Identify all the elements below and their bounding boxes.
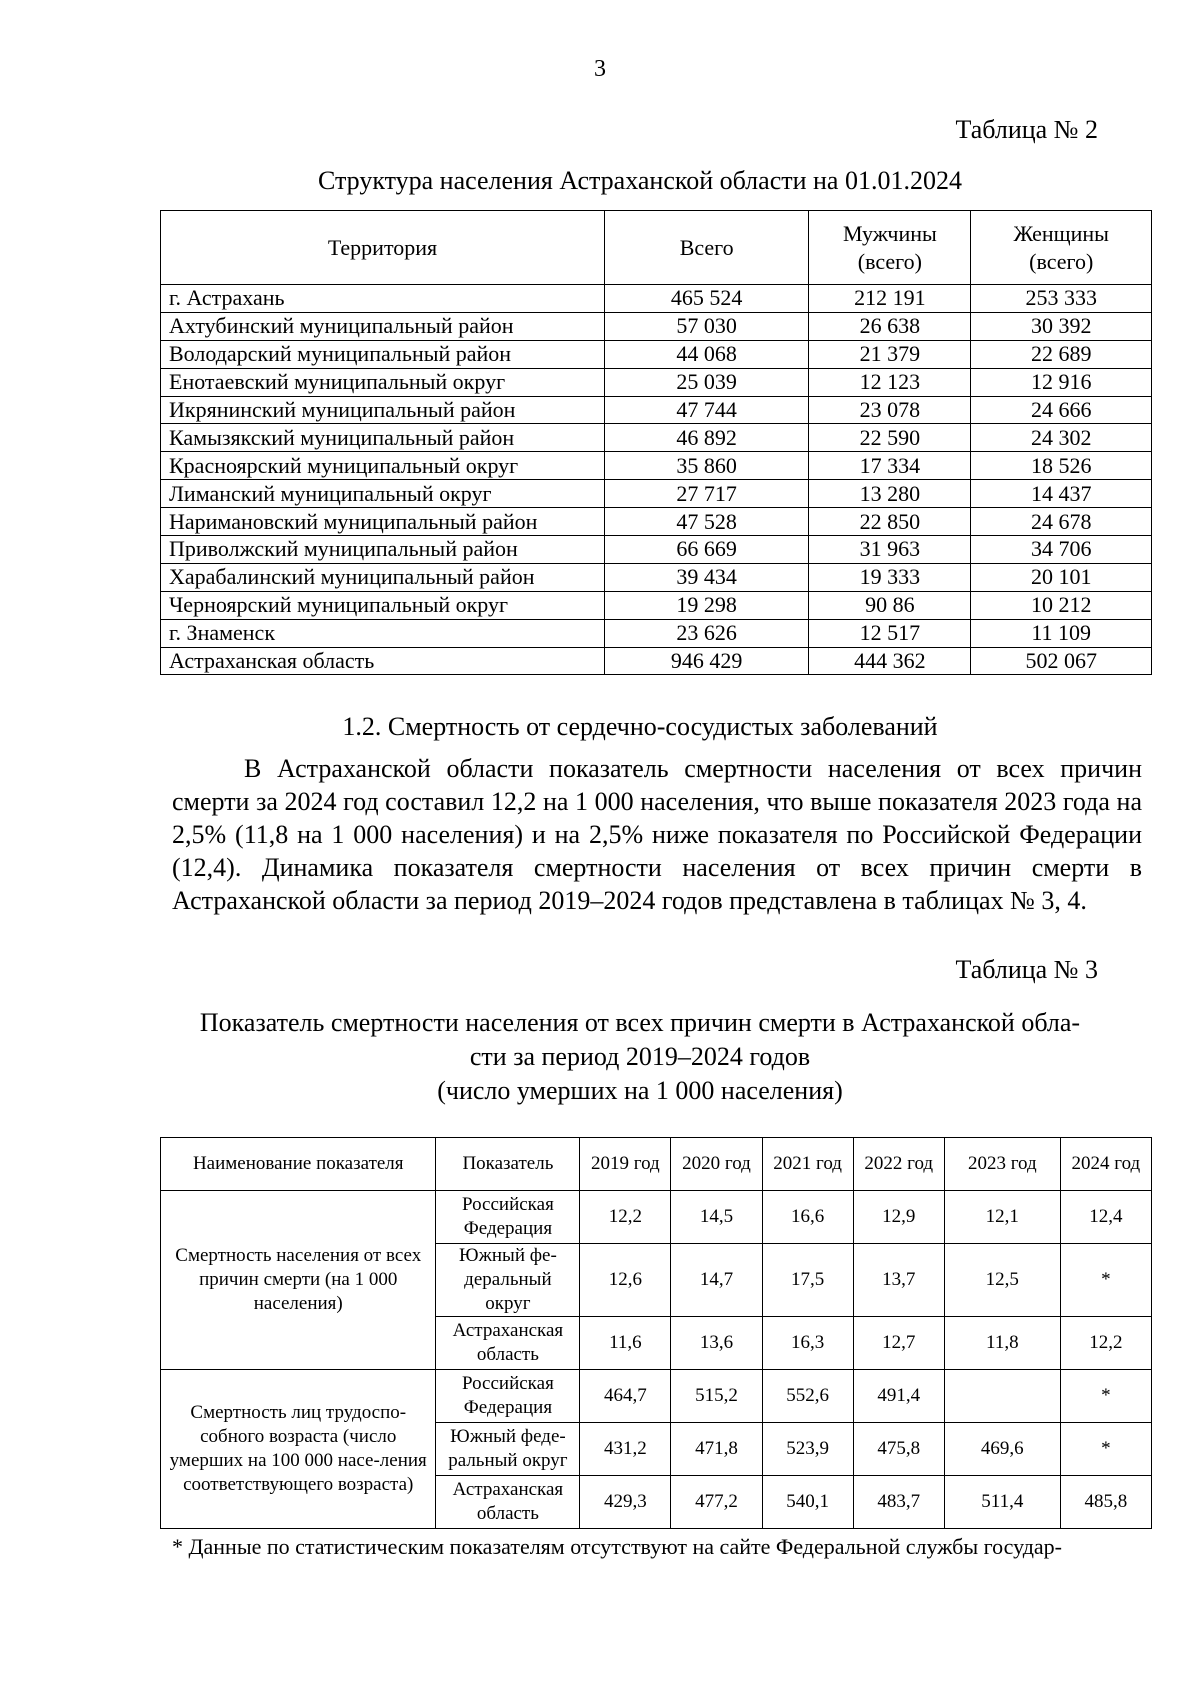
territory-cell: Икрянинский муниципальный район	[161, 396, 605, 424]
territory-cell: Володарский муниципальный район	[161, 340, 605, 368]
header-year: 2022 год	[853, 1138, 944, 1191]
indicator-cell: Астраханская область	[436, 1476, 580, 1529]
table-row	[161, 480, 1152, 508]
value-cell: 12,5	[944, 1244, 1060, 1317]
value-cell: 16,6	[762, 1191, 853, 1244]
value-cell: *	[1060, 1370, 1151, 1423]
total-cell: 44 068	[605, 340, 809, 368]
table-row	[161, 312, 1152, 340]
body-paragraph: В Астраханской области показатель смертности населения от всех причин смерти за 2024 год составил 12,2 на 1 000 населения, что выше показателя 2023 года на 2,5% (11,8 на 1 000 населения) и на 2,5% ниже показателя по Российской Федерации (12,4). Динамика показателя смертности населения от всех причин смерти в Астраханской области за период 2019–2024 годов представлена в таблицах № 3, 4.	[172, 754, 1142, 915]
women-cell: 502 067	[971, 647, 1152, 675]
indicator-cell: Российская Федерация	[436, 1191, 580, 1244]
table3-title-line: Показатель смертности населения от всех причин смерти в Астраханской обла-	[199, 1008, 1081, 1037]
header-year: 2023 год	[944, 1138, 1060, 1191]
value-cell: 471,8	[671, 1423, 762, 1476]
table-row	[161, 1370, 1152, 1423]
value-cell: 13,6	[671, 1317, 762, 1370]
header-territory: Территория	[161, 211, 605, 285]
value-cell: 14,5	[671, 1191, 762, 1244]
value-cell: 12,2	[1060, 1317, 1151, 1370]
men-cell: 19 333	[809, 563, 971, 591]
value-cell: 12,7	[853, 1317, 944, 1370]
value-cell: 12,4	[1060, 1191, 1151, 1244]
table-row	[161, 396, 1152, 424]
value-cell: 12,1	[944, 1191, 1060, 1244]
territory-cell: Харабалинский муниципальный район	[161, 563, 605, 591]
territory-cell: Астраханская область	[161, 647, 605, 675]
men-cell: 12 123	[809, 368, 971, 396]
footnote: * Данные по статистическим показателям отсутствуют на сайте Федеральной службы государ-	[172, 1534, 1063, 1559]
territory-cell: Приволжский муниципальный район	[161, 536, 605, 564]
total-cell: 23 626	[605, 619, 809, 647]
men-cell: 26 638	[809, 312, 971, 340]
territory-cell: Красноярский муниципальный округ	[161, 452, 605, 480]
value-cell: 12,9	[853, 1191, 944, 1244]
territory-cell: г. Астрахань	[161, 285, 605, 313]
women-cell: 14 437	[971, 480, 1152, 508]
value-cell: 477,2	[671, 1476, 762, 1529]
value-cell: 515,2	[671, 1370, 762, 1423]
table-row	[161, 424, 1152, 452]
territory-cell: Ахтубинский муниципальный район	[161, 312, 605, 340]
total-cell: 46 892	[605, 424, 809, 452]
men-cell: 22 590	[809, 424, 971, 452]
table-row	[161, 285, 1152, 313]
table-header-row	[161, 1138, 1152, 1191]
table-row	[161, 619, 1152, 647]
table-row	[161, 508, 1152, 536]
value-cell: 12,2	[580, 1191, 671, 1244]
table2-label: Таблица № 2	[955, 115, 1098, 144]
mortality-table	[160, 1137, 1152, 1529]
men-cell: 21 379	[809, 340, 971, 368]
value-cell: *	[1060, 1423, 1151, 1476]
value-cell: *	[1060, 1244, 1151, 1317]
territory-cell: г. Знаменск	[161, 619, 605, 647]
territory-cell: Камызякский муниципальный район	[161, 424, 605, 452]
table3-title-line: сти за период 2019–2024 годов	[469, 1042, 811, 1071]
women-cell: 18 526	[971, 452, 1152, 480]
total-cell: 39 434	[605, 563, 809, 591]
total-cell: 946 429	[605, 647, 809, 675]
table2-title: Структура населения Астраханской области на 01.01.2024	[318, 166, 962, 195]
women-cell: 24 302	[971, 424, 1152, 452]
table3-label: Таблица № 3	[955, 955, 1098, 984]
table-row	[161, 452, 1152, 480]
indicator-cell: Астраханская область	[436, 1317, 580, 1370]
value-cell: 511,4	[944, 1476, 1060, 1529]
value-cell: 540,1	[762, 1476, 853, 1529]
table-row	[161, 563, 1152, 591]
total-cell: 25 039	[605, 368, 809, 396]
total-cell: 465 524	[605, 285, 809, 313]
page-number: 3	[594, 56, 606, 82]
men-cell: 13 280	[809, 480, 971, 508]
territory-cell: Енотаевский муниципальный округ	[161, 368, 605, 396]
total-cell: 27 717	[605, 480, 809, 508]
table-row	[161, 591, 1152, 619]
men-cell: 90 86	[809, 591, 971, 619]
women-cell: 20 101	[971, 563, 1152, 591]
women-cell: 24 666	[971, 396, 1152, 424]
men-cell: 23 078	[809, 396, 971, 424]
table-row	[161, 536, 1152, 564]
value-cell: 483,7	[853, 1476, 944, 1529]
value-cell: 523,9	[762, 1423, 853, 1476]
header-year: 2021 год	[762, 1138, 853, 1191]
total-cell: 47 744	[605, 396, 809, 424]
men-cell: 444 362	[809, 647, 971, 675]
women-cell: 12 916	[971, 368, 1152, 396]
value-cell: 17,5	[762, 1244, 853, 1317]
women-cell: 11 109	[971, 619, 1152, 647]
population-structure-table	[160, 210, 1152, 675]
table-header-row	[161, 211, 1152, 285]
header-year: 2020 год	[671, 1138, 762, 1191]
section-heading: 1.2. Смертность от сердечно-сосудистых заболеваний	[342, 712, 938, 741]
header-indicator-name: Наименование показателя	[161, 1138, 436, 1191]
indicator-name-cell: Смертность населения от всех причин смерти (на 1 000 населения)	[161, 1191, 436, 1370]
women-cell: 24 678	[971, 508, 1152, 536]
table-row	[161, 340, 1152, 368]
value-cell: 13,7	[853, 1244, 944, 1317]
table-row	[161, 1191, 1152, 1244]
men-cell: 12 517	[809, 619, 971, 647]
table3-title	[160, 1006, 1120, 1108]
header-men: Мужчины (всего)	[809, 211, 971, 285]
value-cell	[944, 1370, 1060, 1423]
value-cell: 16,3	[762, 1317, 853, 1370]
header-women: Женщины (всего)	[971, 211, 1152, 285]
value-cell: 464,7	[580, 1370, 671, 1423]
men-cell: 31 963	[809, 536, 971, 564]
men-cell: 212 191	[809, 285, 971, 313]
value-cell: 491,4	[853, 1370, 944, 1423]
value-cell: 12,6	[580, 1244, 671, 1317]
women-cell: 34 706	[971, 536, 1152, 564]
table-row	[161, 368, 1152, 396]
territory-cell: Наримановский муниципальный район	[161, 508, 605, 536]
indicator-cell: Южный фе-деральный округ	[436, 1244, 580, 1317]
header-year: 2024 год	[1060, 1138, 1151, 1191]
men-cell: 17 334	[809, 452, 971, 480]
header-indicator: Показатель	[436, 1138, 580, 1191]
table-row	[161, 647, 1152, 675]
women-cell: 253 333	[971, 285, 1152, 313]
value-cell: 485,8	[1060, 1476, 1151, 1529]
value-cell: 431,2	[580, 1423, 671, 1476]
value-cell: 429,3	[580, 1476, 671, 1529]
men-cell: 22 850	[809, 508, 971, 536]
total-cell: 19 298	[605, 591, 809, 619]
value-cell: 475,8	[853, 1423, 944, 1476]
women-cell: 10 212	[971, 591, 1152, 619]
value-cell: 11,6	[580, 1317, 671, 1370]
header-total: Всего	[605, 211, 809, 285]
territory-cell: Лиманский муниципальный округ	[161, 480, 605, 508]
value-cell: 14,7	[671, 1244, 762, 1317]
territory-cell: Черноярский муниципальный округ	[161, 591, 605, 619]
total-cell: 35 860	[605, 452, 809, 480]
table3-title-line: (число умерших на 1 000 населения)	[437, 1076, 843, 1105]
indicator-name-cell: Смертность лиц трудоспо-собного возраста (число умерших на 100 000 насе-ления соответствующего возраста)	[161, 1370, 436, 1529]
value-cell: 552,6	[762, 1370, 853, 1423]
value-cell: 11,8	[944, 1317, 1060, 1370]
indicator-cell: Южный феде-ральный округ	[436, 1423, 580, 1476]
header-year: 2019 год	[580, 1138, 671, 1191]
women-cell: 30 392	[971, 312, 1152, 340]
indicator-cell: Российская Федерация	[436, 1370, 580, 1423]
total-cell: 57 030	[605, 312, 809, 340]
total-cell: 47 528	[605, 508, 809, 536]
value-cell: 469,6	[944, 1423, 1060, 1476]
total-cell: 66 669	[605, 536, 809, 564]
women-cell: 22 689	[971, 340, 1152, 368]
